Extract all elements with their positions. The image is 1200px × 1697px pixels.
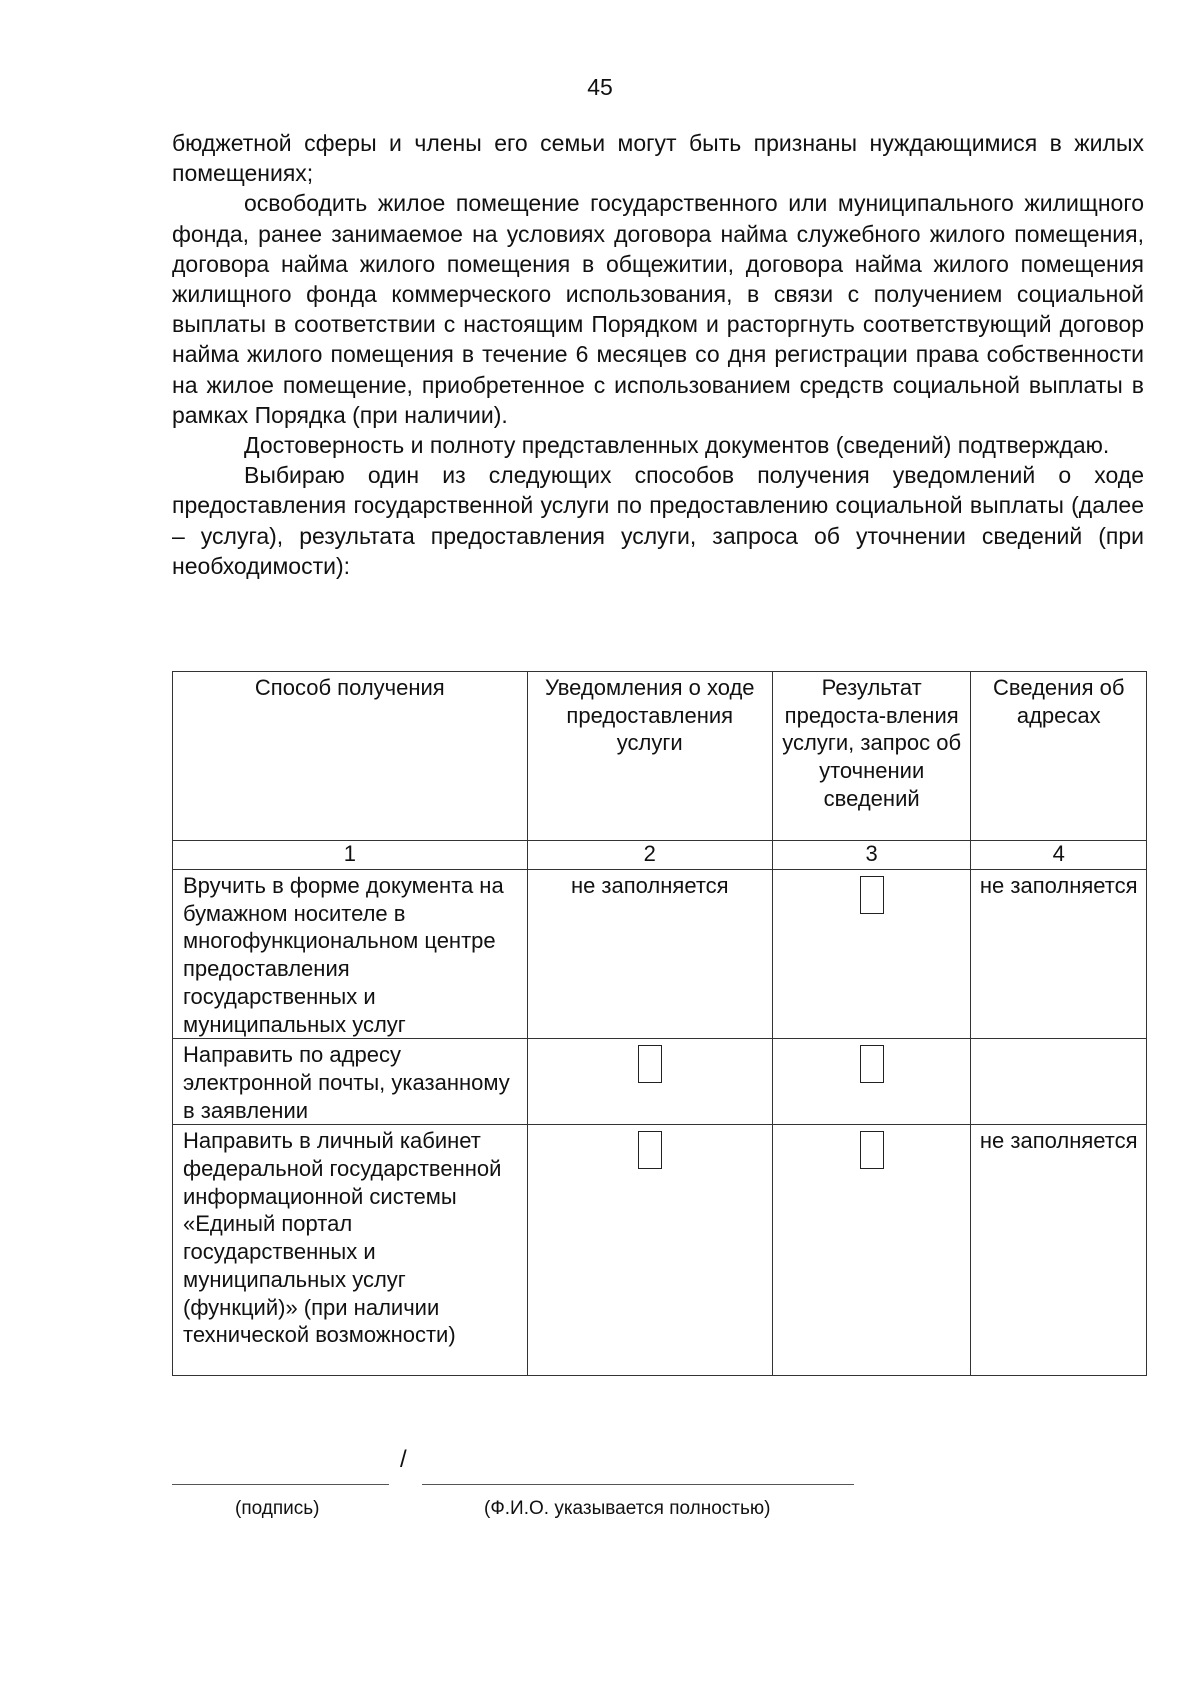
result-checkbox[interactable] [860,1045,884,1083]
signature-separator: / [400,1446,407,1473]
column-number: 1 [173,841,528,870]
column-number: 2 [527,841,772,870]
method-cell: Направить по адресу электронной почты, указанному в заявлении [173,1039,528,1125]
paragraph: Выбираю один из следующих способов получения уведомлений о ходе предоставления государственной услуги по предоставлению социальной выплаты (далее – услуга), результата предоставления услуги, запроса об уточнении сведений (при необходимости): [172,462,1144,579]
column-number: 3 [772,841,971,870]
result-cell [772,870,971,1039]
notifications-cell [527,1039,772,1125]
full-name-line[interactable] [422,1484,854,1485]
address-cell: не заполняется [971,1125,1147,1376]
column-number: 4 [971,841,1147,870]
column-header-addresses: Сведения об адресах [971,672,1147,841]
notifications-checkbox[interactable] [638,1045,662,1083]
column-header-notifications: Уведомления о ходе предоставления услуги [527,672,772,841]
table-row [173,870,1147,1039]
method-cell: Вручить в форме документа на бумажном носителе в многофункциональном центре предоставления государственных и муниципальных услуг [173,870,528,1039]
notifications-cell: не заполняется [527,870,772,1039]
notifications-checkbox[interactable] [638,1131,662,1169]
result-cell [772,1125,971,1376]
paragraph: Достоверность и полноту представленных документов (сведений) подтверждаю. [244,432,1110,459]
signature-caption: (подпись) [235,1498,320,1519]
result-checkbox[interactable] [860,1131,884,1169]
address-cell [971,1039,1147,1125]
result-checkbox[interactable] [860,876,884,914]
full-name-caption: (Ф.И.О. указывается полностью) [484,1498,771,1519]
notifications-cell [527,1125,772,1376]
result-cell [772,1039,971,1125]
signature-line[interactable] [172,1484,389,1485]
paragraph: освободить жилое помещение государственного или муниципального жилищного фонда, ранее занимаемое на условиях договора найма служебного жилого помещения, договора найма жилого помещения в общежитии, договора найма жилого помещения жилищного фонда коммерческого использования, в связи с получением социальной выплаты в соответствии с настоящим Порядком и расторгнуть соответствующий договор найма жилого помещения в течение 6 месяцев со дня регистрации права собственности на жилое помещение, приобретенное с использованием средств социальной выплаты в рамках Порядка (при наличии). [172,190,1144,428]
body-text [172,128,1144,581]
method-cell: Направить в личный кабинет федеральной государственной информационной системы «Единый портал государственных и муниципальных услуг (функций)» (при наличии технической возможности) [173,1125,528,1376]
column-header-result: Результат предоста-вления услуги, запрос об уточнении сведений [772,672,971,841]
table-row [173,1125,1147,1376]
column-header-method: Способ получения [173,672,528,841]
table-header-row [173,672,1147,841]
page-number: 45 [587,74,613,100]
column-number-row [173,841,1147,870]
table-row [173,1039,1147,1125]
address-cell: не заполняется [971,870,1147,1039]
delivery-methods-table [172,671,1147,1376]
paragraph: бюджетной сферы и члены его семьи могут быть признаны нуждающимися в жилых помещениях; [172,130,1144,187]
